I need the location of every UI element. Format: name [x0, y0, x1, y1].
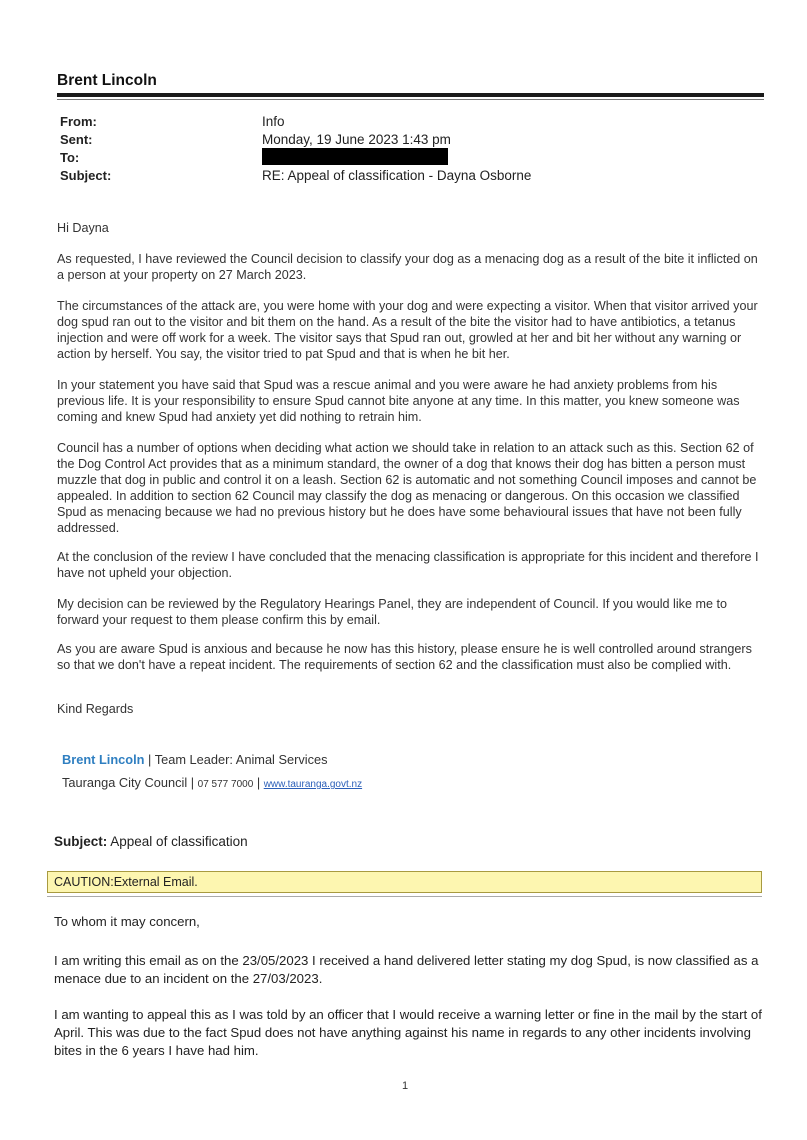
to-label: To: [60, 150, 80, 165]
signature-separator: | [144, 752, 155, 767]
page-number: 1 [402, 1080, 409, 1092]
signature-website-link[interactable]: www.tauranga.govt.nz [263, 779, 363, 790]
reply-paragraph-5: At the conclusion of the review I have concluded that the menacing classification is appropriate for this incident and therefore I have not upheld your objection. [57, 550, 759, 580]
reply-paragraph-7: As you are aware Spud is anxious and because he now has this history, please ensure he is well controlled around strangers so that we don't have a repeat incident. The requirements of section 62 and the classification must also be complied with. [57, 642, 752, 672]
original-subject-label: Subject: [54, 834, 108, 849]
reply-paragraph-2: The circumstances of the attack are, you were home with your dog and were expecting a visitor. When that visitor arrived your dog spud ran out to the visitor and bit them on the hand. As a result of the bite the visitor had to have antibiotics, a tetanus injection and were off work for a week. The visitor says that Spud ran out, growled at her and bit her without any warning or action by herself. You say, the visitor tried to pat Spud and that is when he bit her. [57, 299, 758, 361]
signature-line-2: Tauranga City Council | 07 577 7000 | www.tauranga.govt.nz [62, 775, 363, 790]
reply-paragraph-6: My decision can be reviewed by the Regulatory Hearings Panel, they are independent of Council. If you would like me to forward your request to them please confirm this by email. [57, 597, 727, 627]
original-paragraph-1: I am writing this email as on the 23/05/2023 I received a hand delivered letter stating my dog Spud, is now classified as a menace due to an incident on the 27/03/2023. [54, 953, 759, 986]
header-sender-name: Brent Lincoln [57, 72, 157, 89]
original-paragraph-2: I am wanting to appeal this as I was told by an officer that I would receive a warning letter or fine in the mail by the start of April. This was due to the fact Spud does not have anything against his name in regards to any other incidents involving bites in the 6 years I have had him. [54, 1007, 762, 1058]
original-subject-value: Appeal of classification [107, 834, 248, 849]
header-rule [57, 93, 764, 97]
reply-closing: Kind Regards [57, 702, 134, 716]
reply-paragraph-1: As requested, I have reviewed the Council decision to classify your dog as a menacing dog as a result of the bite it inflicted on a person at your property on 27 March 2023. [57, 252, 758, 282]
caution-text: CAUTION:External Email. [54, 875, 198, 889]
sent-label: Sent: [60, 132, 93, 147]
sent-value: Monday, 19 June 2023 1:43 pm [262, 132, 451, 147]
original-subject [54, 834, 248, 849]
original-greeting: To whom it may concern, [54, 914, 200, 929]
signature-org: Tauranga City Council [62, 775, 188, 790]
reply-paragraph-3: In your statement you have said that Spud was a rescue animal and you were aware he had anxiety problems from his previous life. It is your responsibility to ensure Spud cannot bite anyone at any time. In this matter, you knew someone was coming and knew Spud had anxiety yet did nothing to retrain him. [57, 378, 740, 424]
subject-label: Subject: [60, 168, 112, 183]
reply-greeting: Hi Dayna [57, 221, 109, 235]
reply-paragraph-4: Council has a number of options when deciding what action we should take in relation to an attack such as this. Section 62 of the Dog Control Act provides that as a minimum standard, the owner of a dog that knows their dog has bitten a person must muzzle that dog in public and control it on a leash. Section 62 is automatic and not something Council imposes and cannot be appealed. In addition to section 62 Council may classify the dog as menacing or dangerous. On this occasion we classified Spud as menacing because we had no previous history but he does have some behavioural issues that have not been fully addressed. [57, 441, 757, 535]
from-label: From: [60, 114, 97, 129]
from-value: Info [262, 114, 285, 129]
redacted-recipient [262, 148, 448, 165]
caution-rule [47, 896, 762, 897]
signature-phone: 07 577 7000 [197, 779, 254, 790]
signature-line-1 [62, 752, 328, 767]
header-rule-thin [57, 99, 764, 100]
caution-banner [47, 871, 762, 893]
signature-name: Brent Lincoln [62, 752, 145, 767]
signature-title: Team Leader: Animal Services [154, 752, 328, 767]
subject-value: RE: Appeal of classification - Dayna Osborne [262, 168, 532, 183]
